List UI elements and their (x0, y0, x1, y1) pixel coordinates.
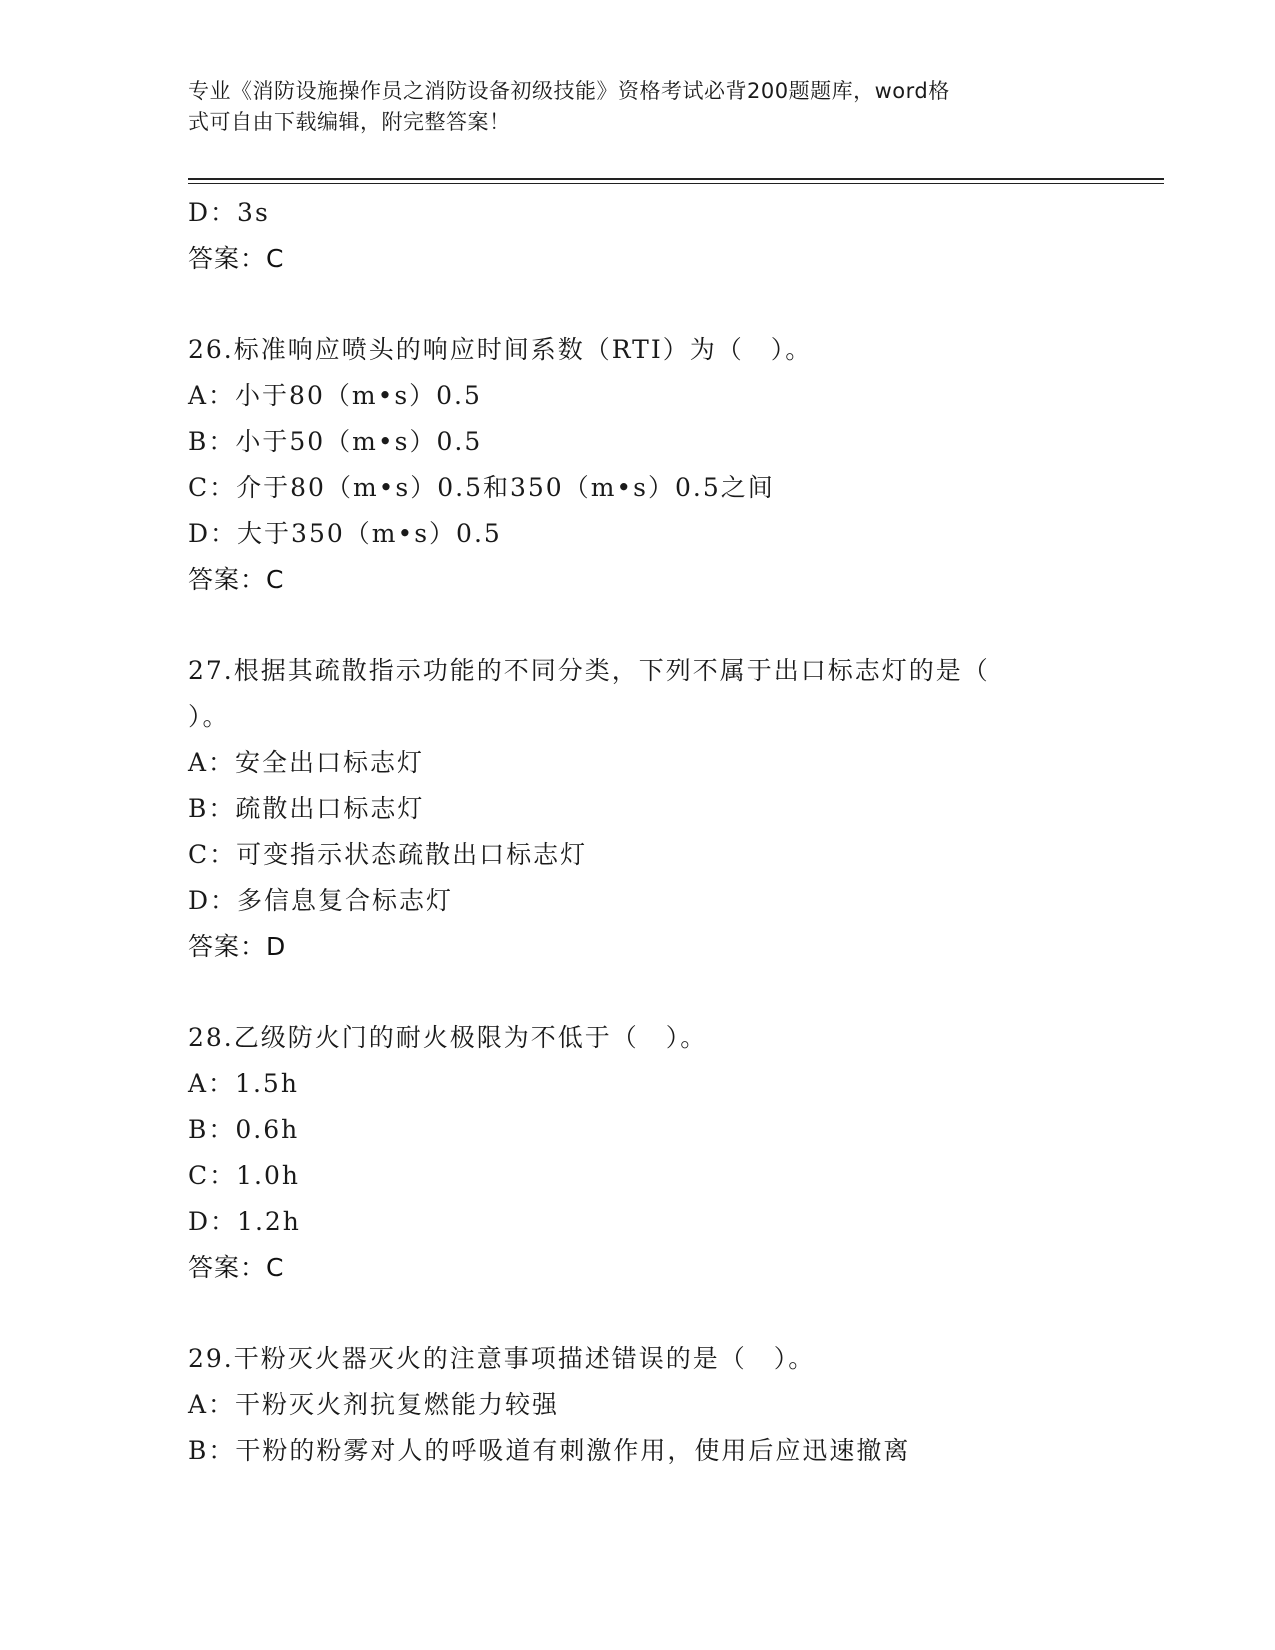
question-27 (188, 648, 1088, 970)
option-b: B：干粉的粉雾对人的呼吸道有刺激作用，使用后应迅速撤离 (188, 1436, 911, 1465)
question-stem: 28.乙级防火门的耐火极限为不低于（ ）。 (188, 1023, 708, 1052)
option-a: A：安全出口标志灯 (188, 748, 425, 777)
question-stem-continued: ）。 (188, 702, 230, 731)
option-a: A：干粉灭火剂抗复燃能力较强 (188, 1390, 560, 1419)
option-a: A：小于80（m•s）0.5 (188, 381, 482, 410)
question-stem: 29.干粉灭火器灭火的注意事项描述错误的是（ ）。 (188, 1344, 816, 1373)
previous-question-tail (188, 190, 1088, 282)
option-c: C：介于80（m•s）0.5和350（m•s）0.5之间 (188, 473, 775, 502)
document-header (188, 76, 1078, 138)
answer-line: 答案：C (188, 1253, 285, 1282)
option-d: D：1.2h (188, 1207, 301, 1236)
question-stem: 27.根据其疏散指示功能的不同分类，下列不属于出口标志灯的是（ (188, 656, 990, 685)
option-b: B：小于50（m•s）0.5 (188, 427, 483, 456)
question-29 (188, 1336, 1088, 1474)
answer-line: 答案：C (188, 244, 285, 273)
option-c: C：可变指示状态疏散出口标志灯 (188, 840, 588, 869)
spacer (188, 603, 1088, 648)
option-c: C：1.0h (188, 1161, 300, 1190)
spacer (188, 970, 1088, 1015)
header-divider-thick (188, 178, 1164, 180)
option-b: B：疏散出口标志灯 (188, 794, 425, 823)
option-d: D：3s (188, 198, 270, 227)
spacer (188, 1291, 1088, 1336)
header-line-2: 式可自由下载编辑，附完整答案！ (188, 110, 511, 134)
question-26 (188, 327, 1088, 603)
spacer (188, 282, 1088, 327)
option-b: B：0.6h (188, 1115, 300, 1144)
question-28 (188, 1015, 1088, 1291)
header-divider-thin (188, 183, 1164, 184)
option-a: A：1.5h (188, 1069, 299, 1098)
answer-line: 答案：C (188, 565, 285, 594)
option-d: D：多信息复合标志灯 (188, 886, 454, 915)
question-stem: 26.标准响应喷头的响应时间系数（RTI）为（ ）。 (188, 335, 813, 364)
answer-line: 答案：D (188, 932, 287, 961)
question-content (188, 190, 1088, 1474)
header-line-1: 专业《消防设施操作员之消防设备初级技能》资格考试必背200题题库，word格 (188, 79, 950, 103)
option-d: D：大于350（m•s）0.5 (188, 519, 502, 548)
